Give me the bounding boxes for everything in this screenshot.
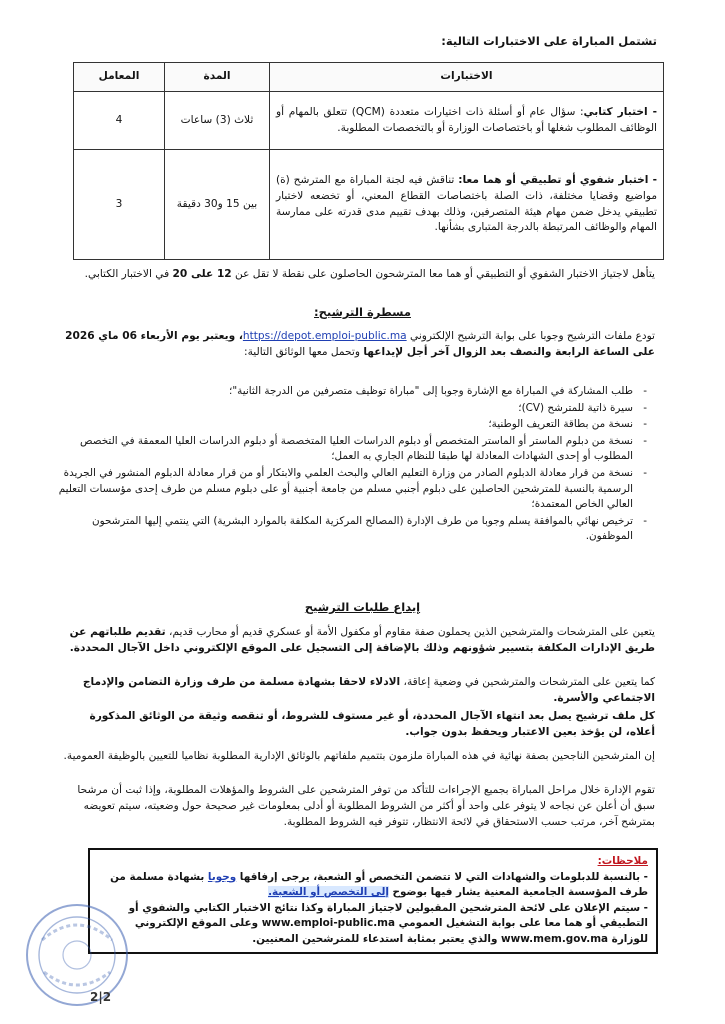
notes-box <box>88 848 658 954</box>
deposit-paragraph-1 <box>63 624 655 656</box>
exams-table <box>73 62 664 260</box>
eligibility-score: 20 <box>172 268 188 280</box>
documents-list <box>58 384 647 546</box>
deposit-paragraph-3: كل ملف ترشيح يصل بعد انتهاء الآجال المحددة، أو غير مستوف للشروط، أو تنقصه وثيقة من الوثائق المذكورة أعلاه، لن يؤخذ بعين الاعتبار ويحفظ بدون جواب. <box>89 710 655 739</box>
eligibility-text: في الاختبار الكتابي. <box>84 268 173 280</box>
deposit-paragraph-4: إن المترشحين الناجحين بصفة نهائية في هذه المباراة ملزمون بتتميم ملفاتهم بالوثائق الإدارية المطلوبة نظاميا للتعيين بالوظيفة العمومية. <box>63 750 655 762</box>
test-title: - اختبار كتابي <box>583 105 658 118</box>
deposit-text: كما يتعين على المترشحات والمترشحين في وضعية إعاقة، <box>400 676 655 688</box>
ministry-website-link[interactable]: www.mem.gov.ma <box>501 933 609 946</box>
header-duration: المدة <box>165 63 270 92</box>
note-item <box>98 901 648 948</box>
test-description: : سؤال عام أو أسئلة ذات اختيارات متعددة (QCM) تتعلق بالمهام أو الوظائف المطلوب شغلها أو باختصاصات الوزارة أو بالتخصصات المطلوبة. <box>276 105 657 134</box>
section-title-candidacy: مسطرة الترشيح: <box>314 305 411 319</box>
eligibility-paragraph <box>63 266 655 282</box>
list-item: - سيرة ذاتية للمترشح (CV)؛ <box>58 401 633 417</box>
test-cell <box>270 92 664 150</box>
note-text: - سيتم الإعلان على لائحة المترشحين المقبولين لاجتياز المباراة وكذا نتائج الاختبار الكتابي والشفوي أو التطبيقي أو هما معا على بوابة التشغيل العمومي <box>128 901 648 930</box>
table-row <box>74 92 664 150</box>
list-item: - نسخة من بطاقة التعريف الوطنية؛ <box>58 417 633 433</box>
candidacy-deadline: ، ويعتبر يوم الأربعاء 06 ماي 2026 على الساعة الرابعة والنصف بعد الزوال آخر أجل لإيداعها <box>65 330 655 359</box>
table-row <box>74 150 664 260</box>
eligibility-score: 12 <box>216 268 232 280</box>
emploi-public-link[interactable]: www.emploi-public.ma <box>261 917 396 930</box>
header-coefficient: المعامل <box>74 63 165 92</box>
coefficient-cell: 4 <box>74 92 165 150</box>
test-title: - اختبار شفوي أو تطبيقي أو هما معا: <box>458 173 657 186</box>
list-item: - نسخة من قرار معادلة الدبلوم الصادر من وزارة التعليم العالي والبحث العلمي والابتكار أو من قرار معادلة الدبلوم المنشور في الجريدة الرسمية بالنسبة للمترشحين الحاصلين على دبلوم أجنبي مسلم من جامعة أجنبية أو على دبلوم مسلم من طرف إحدى مؤسسات التعليم العالي الخاص المعتمدة؛ <box>58 466 633 513</box>
header-tests: الاختبارات <box>270 63 664 92</box>
note-text-underlined: وجوبا <box>207 870 237 883</box>
duration-cell: ثلاث (3) ساعات <box>165 92 270 150</box>
table-header-row <box>74 63 664 92</box>
note-text: والذي يعتبر بمثابة استدعاء للمترشحين المعنيين. <box>252 933 502 946</box>
section-title-deposit: إيداع طلبات الترشيح <box>304 600 421 614</box>
list-item: - نسخة من دبلوم الماستر أو الماستر المتخصص أو دبلوم الدراسات العليا المتخصصة أو دبلوم الدراسات العليا المعمقة في التخصص المطلوب أو إحدى الشهادات المعادلة لها طبقا للنظام الجاري به العمل؛ <box>58 434 633 465</box>
list-item: - طلب المشاركة في المباراة مع الإشارة وجوبا إلى "مباراة توظيف متصرفين من الدرجة الثانية"؛ <box>58 384 633 400</box>
coefficient-cell: 3 <box>74 150 165 260</box>
eligibility-text: يتأهل لاجتياز الاختبار الشفوي أو التطبيقي أو هما معا المترشحون الحاصلون على نقطة لا تقل عن <box>231 268 655 280</box>
test-description: تناقش فيه لجنة المباراة مع المترشح (ة) مواضيع وقضايا مختلفة، ذات الصلة باختصاصات القطاع المعني، أو تخضعه لاختبار تطبيقي يدخل ضمن مهام هيئة المتصرفين، وذلك بهدف تقييم مدى قدرته على ممارسة المهام والوظائف المرتبطة بالدرجة المتبارى بشأنها. <box>276 173 657 234</box>
deposit-text: يتعين على المترشحات والمترشحين الذين يحملون صفة مقاوم أو مكفول الأمة أو عسكري قديم أو محارب قديم، <box>165 626 655 638</box>
deposit-paragraph-5: تقوم الإدارة خلال مراحل المباراة بجميع الإجراءات للتأكد من توفر المترشحين على الشروط والمؤهلات المطلوبة، وإذا ثبت أن مرشحا سبق أن أعلن عن نجاحه لا يتوفر على واحد أو أكثر من الشروط المطلوبة أو أدلى بمعلومات غير صحيحة حول وضعيته، سيتم تعويضه بمترشح آخر، مرتب حسب الاستحقاق في لائحة الانتظار، تتوفر فيه الشروط المطلوبة. <box>77 784 655 829</box>
notes-title: ملاحظات: <box>597 855 648 867</box>
candidacy-text: وتحمل معها الوثائق التالية: <box>244 346 364 359</box>
list-item: - ترخيص نهائي بالموافقة يسلم وجوبا من طرف الإدارة (المصالح المركزية المكلفة بالموارد البشرية) التي ينتمي إليها المترشحون الموظفون. <box>58 514 633 545</box>
test-cell <box>270 150 664 260</box>
note-text: - بالنسبة للدبلومات والشهادات التي لا تتضمن التخصص أو الشعبة، يرجى إرفاقها <box>236 870 648 883</box>
intro-line: تشتمل المباراة على الاختبارات التالية: <box>441 34 657 48</box>
eligibility-text: على <box>187 268 217 280</box>
official-stamp-icon <box>22 900 132 1010</box>
candidacy-portal-link[interactable]: https://depot.emploi-public.ma <box>242 330 407 342</box>
deposit-paragraph-2 <box>63 674 655 706</box>
page-number: 2|2 <box>90 990 112 1004</box>
deposit-text-bold: تقديم طلباتهم عن طريق الإدارات المكلفة بتسيير شؤونهم وذلك بالإضافة إلى التسجيل على الموقع الإلكتروني داخل الآجال المحددة. <box>69 626 655 655</box>
note-text-highlighted: إلى التخصص أو الشعبة. <box>268 886 389 899</box>
duration-cell: بين 15 و30 دقيقة <box>165 150 270 260</box>
candidacy-paragraph <box>63 328 655 360</box>
note-text: بشهادة مسلمة من طرف المؤسسة الجامعية المعنية يشار فيها بوضوح <box>110 870 648 899</box>
candidacy-text: تودع ملفات الترشيح وجوبا على بوابة الترشيح الإلكتروني <box>406 330 655 342</box>
note-item <box>98 870 648 901</box>
note-text: وعلى الموقع الإلكتروني للوزارة <box>134 917 648 946</box>
deposit-text-bold: الادلاء لاحقا بشهادة مسلمة من طرف وزارة التضامن والإدماج الاجتماعي والأسرة. <box>82 676 655 705</box>
